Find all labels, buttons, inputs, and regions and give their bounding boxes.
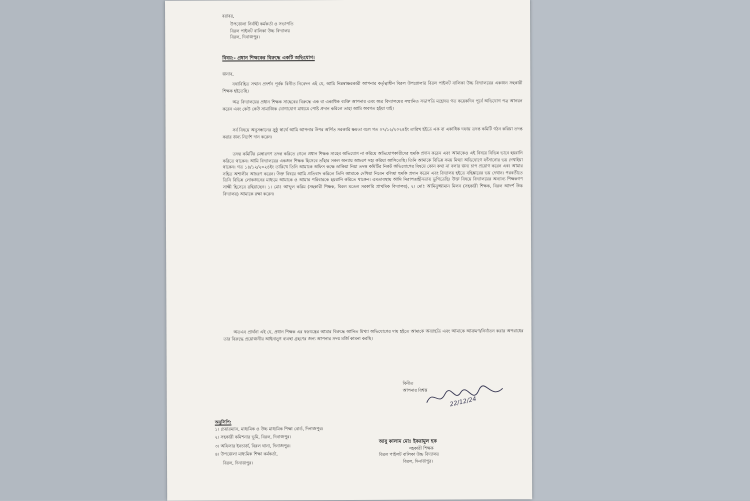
letter-page bbox=[165, 0, 532, 501]
closing-line-2: আপনার বিশ্বস্ত bbox=[402, 388, 428, 394]
recipient-line-3: বিরল, দিনাজপুর। bbox=[230, 35, 261, 41]
subject-line bbox=[222, 56, 315, 63]
greeting: জনাব, bbox=[222, 72, 234, 78]
sender-name: আবু কালাম মোঃ ইকরামুল হক bbox=[378, 439, 437, 445]
copies-label: অনুলিপি: bbox=[214, 420, 232, 426]
closing-block bbox=[403, 382, 428, 395]
background-left bbox=[0, 0, 165, 500]
subject-text: বিষয়:- প্রধান শিক্ষকের বিরুদ্ধে একটি অভিযোগ। bbox=[222, 56, 315, 62]
closing-line-1: বিনীত bbox=[402, 381, 414, 387]
sender-title: সহকারী শিক্ষক bbox=[408, 446, 434, 452]
copies-block bbox=[215, 420, 324, 470]
recipient-line-1: উপজেলা নির্বাহী কর্মকর্তা ও সভাপতি bbox=[230, 22, 294, 28]
sender-block bbox=[379, 440, 439, 467]
recipient-line-2: বিরল পাইলট বালিকা উচ্চ বিদ্যালয় bbox=[230, 28, 290, 35]
paragraph-5: অতএব প্রার্থনা এই যে, প্রধান শিক্ষক এর ষড়যন্ত্রের আমার বিরুদ্ধে আনিত মিথ্যা অভিযোগের দায় হইতে আমাকে অব্যাহতি এবং আমাকে আক্রমণ/নির্যাতন করার অপরাধের তার বিরুদ্ধে প্রয়োজনীয় আইনানুগ ব্যবস্থা গ্রহণের জন্য আপনার সদয় মর্জি কামনা করছি। bbox=[223, 329, 524, 343]
paragraph-1: যথাবিহিত সম্মান প্রদর্শন পূর্বক বিনীত নিবেদন এই যে, আমি নিম্নস্বাক্ষরকারী আপনার কর্তৃত্বাধীন বিরল উপজেলার বিরল পাইলট বালিকা উচ্চ বিদ্যালয়ের একজন সহকারী শিক্ষক হইতেছি। bbox=[222, 81, 523, 95]
copy-item: ৪। উপজেলা মাধ্যমিক শিক্ষা কর্মকর্তা, bbox=[214, 452, 278, 458]
salutation-to: বরাবর, bbox=[222, 14, 235, 20]
copy-item: বিরল, দিনাজপুর। bbox=[223, 461, 253, 467]
signature-date: 22/12/24 bbox=[449, 395, 477, 409]
sender-address: বিরল, দিনাজপুর। bbox=[403, 459, 433, 465]
copy-item: ২। সহকারী কমিশনার ভূমি, বিরল, দিনাজপুর। bbox=[214, 435, 292, 441]
paragraph-4: তদন্ত কমিটির মেম্বারগণ তদন্ত করিতে গেলে প্রধান শিক্ষক সাহেব অভিযোগ না করিয়ে অভিযোগকারীদের হুমকি প্রদান করেন এবং আমাকেও এই বিষয়ে বিভিন্ন ভাবে হয়রানি করিতে থাকেন। আমি বিদ্যালয়ের একজন শিক্ষক হিসেবে তাঁহার সকল অন্যায় আচরণ সহ্য করিয়া আসিতেছি। তিনি আমাকে বিভিন্ন সময় মিথ্যা অভিযোগে ফাঁসানোর ভয় দেখাইয়া থাকেন। গত ১৪/১২/২০২৪ইং তারিখে তিনি আমাকে অফিস কক্ষে ডাকিয়া নিয়া তদন্ত কমিটির নিকট অভিযোগের বিষয়ে কোন কথা না বলার জন্য চাপ প্রয়োগ করেন এবং আমার সহিত অশালীন আচরণ করেন। উক্ত বিষয়ে আমি প্রতিবাদ করিলে তিনি আমাকে দেখিয়া নিবেন বলিয়া হুমকি প্রদান করেন এবং বিদ্যালয় হইতে বহিষ্কারের ভয় দেখান। পরবর্তীতে তিনি বিভিন্ন লোকজনের মাধ্যমে আমাকে ও আমার পরিবারকে হয়রানি করিতে থাকেন। এমতাবস্থায় আমি নিরাপত্তাহীনতায় ভুগিতেছি। উক্ত বিষয়ে বিদ্যালয়ের অন্যান্য শিক্ষকগণ সাক্ষী হিসেবে রহিয়াছেন। ১। মোঃ আব্দুল করিম (সহকারী শিক্ষক, বিরল মডেল সরকারি প্রাথমিক বিদ্যালয়), ২। মোঃ আমিনুজ্জামান মিলন (সহকারী শিক্ষক, বিরল আদর্শ উচ্চ বিদ্যালয়) আমাকে রক্ষা করেন। bbox=[222, 151, 523, 198]
paragraph-3: সর্ব বিষয়ে অনুসন্ধানের সুষ্ঠু স্বার্থে আমি আপনার উপর অর্পিত সরকারি ক্ষমতা বলে গত ০৭/১২/২০২৪ইং তারিখ হইতে এক বা একাধিক দফায় তদন্ত কমিটি গঠন করিয়া তদন্ত করার জন্য নির্দেশ দান করেন। bbox=[222, 127, 523, 141]
copy-item: ১। চেয়ারম্যান, মাধ্যমিক ও উচ্চ মাধ্যমিক শিক্ষা বোর্ড, দিনাজপুর। bbox=[214, 426, 324, 433]
sender-school: বিরল পাইলট বালিকা উচ্চ বিদ্যালয় bbox=[378, 452, 439, 459]
copies-list bbox=[215, 427, 324, 468]
copy-item: ৩। অফিসার ইনচার্জ, বিরল থানা, দিনাজপুর। bbox=[214, 444, 291, 450]
paragraph-2: অত্র বিদ্যালয়ের প্রধান শিক্ষক সাহেবের বিরুদ্ধে এক বা একাধিক ব্যক্তি আপনার এবং অত্র বিদ্যালয়ের সম্মানিত সভাপতি মহোদয় গত কয়েকদিন পূর্বে অভিযোগ পত্র আনয়ন করেন এবং কেউ কেউ সামাজিক যোগাযোগ মাধ্যমে পোষ্ট প্রদান করিলে তাহা আমি অবগত হইয়া যাই। bbox=[222, 99, 523, 113]
background-right bbox=[530, 0, 750, 500]
recipient-block bbox=[230, 22, 293, 42]
